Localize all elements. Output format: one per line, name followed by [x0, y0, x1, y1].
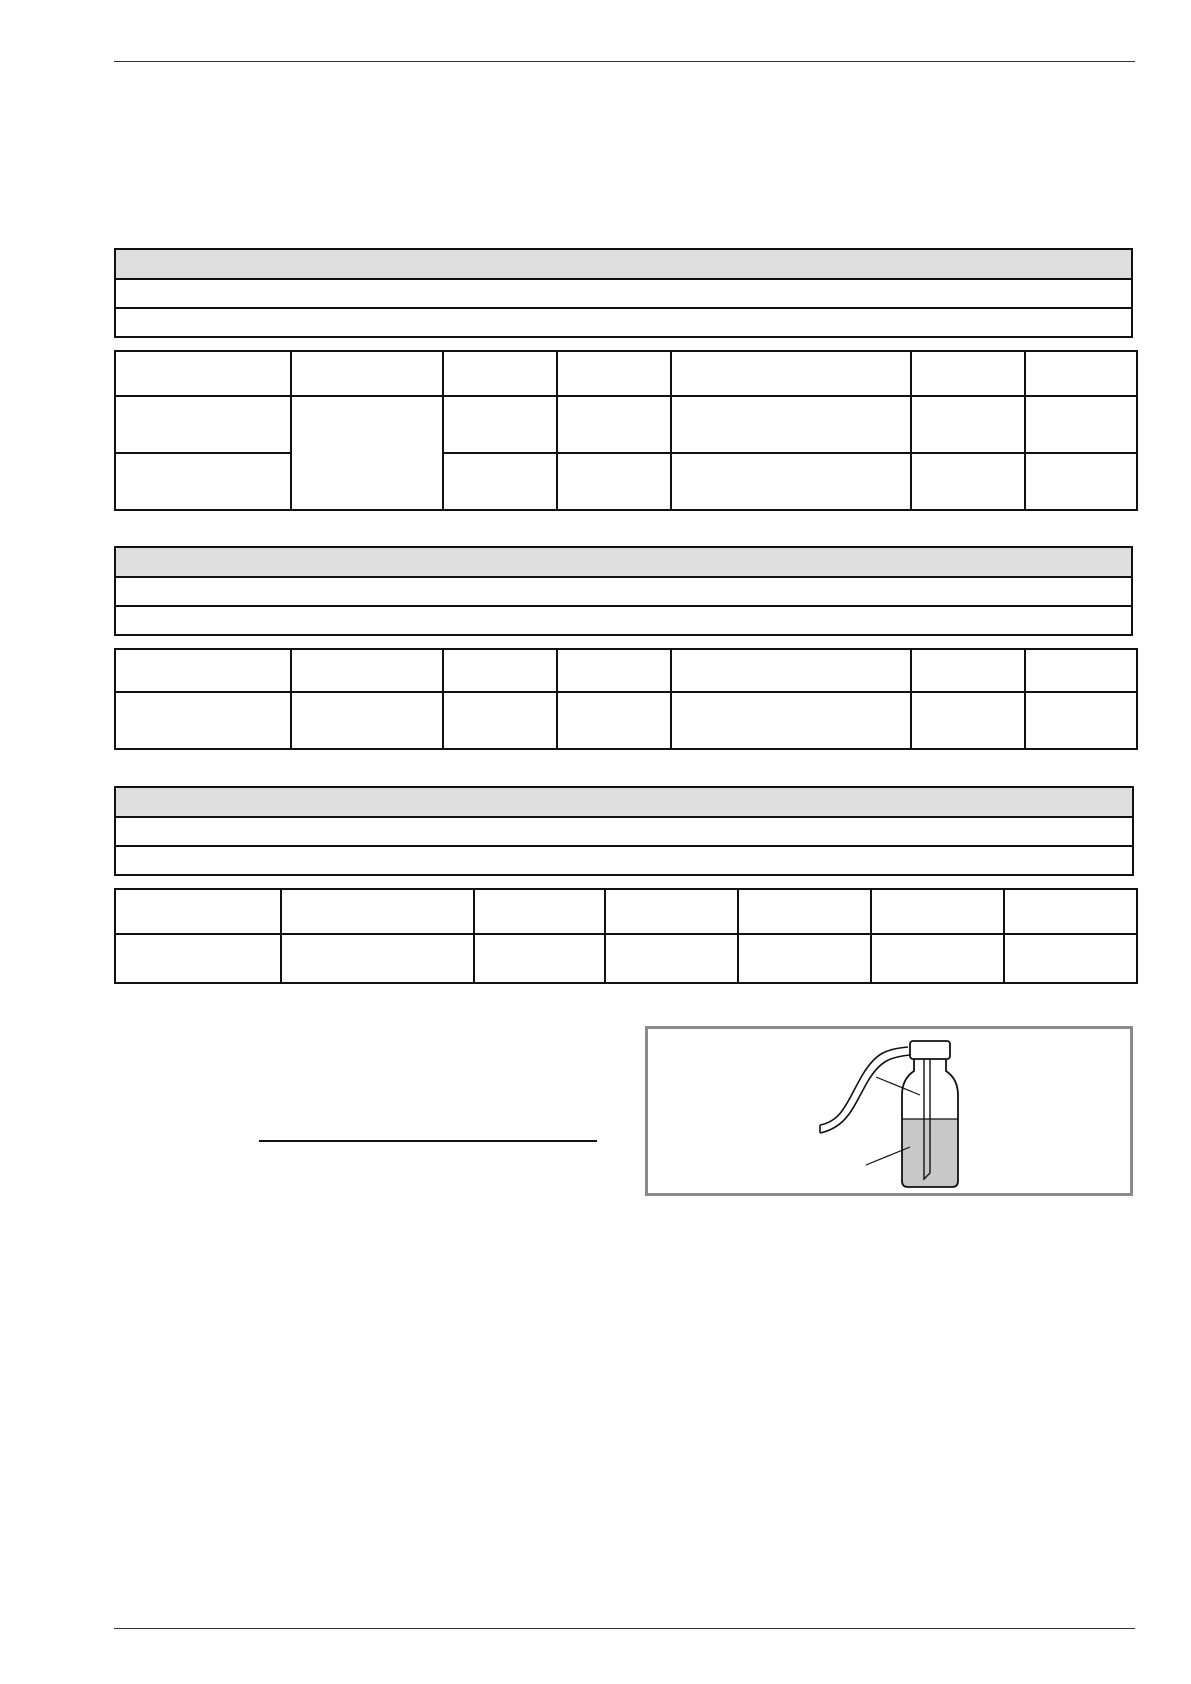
section-2-row-2: [116, 607, 1131, 634]
section-3-table: [114, 888, 1138, 984]
table-cell: [115, 396, 291, 453]
table-cell: [474, 934, 605, 983]
table-header-cell: [1004, 889, 1137, 934]
section-1-title: [116, 250, 1131, 280]
table-header-cell: [671, 351, 911, 396]
table-cell: [291, 692, 443, 749]
table-header-cell: [115, 649, 291, 692]
table-cell: [671, 692, 911, 749]
table-header-cell: [443, 649, 557, 692]
table-header-cell: [557, 649, 671, 692]
table-header-row: [115, 649, 1137, 692]
table-header-cell: [605, 889, 738, 934]
table-header-cell: [871, 889, 1004, 934]
wash-bottle-illustration: [648, 1029, 1130, 1193]
table-header-row: [115, 889, 1137, 934]
table-cell: [443, 453, 557, 510]
section-1-row-1: [116, 280, 1131, 309]
footer-rule: [114, 1628, 1135, 1629]
section-3-title: [116, 788, 1132, 818]
table-header-cell: [1025, 351, 1137, 396]
section-2-row-1: [116, 578, 1131, 607]
section-3-row-2: [116, 847, 1132, 874]
table-cell: [671, 396, 911, 453]
table-header-cell: [443, 351, 557, 396]
table-cell: [443, 396, 557, 453]
table-header-cell: [474, 889, 605, 934]
table-cell: [738, 934, 871, 983]
table-header-cell: [911, 649, 1025, 692]
leader-line-tube: [876, 1077, 920, 1095]
table-cell: [115, 692, 291, 749]
table-cell: [1025, 453, 1137, 510]
signature-line: [259, 1140, 597, 1142]
table-header-cell: [115, 889, 281, 934]
header-rule: [114, 61, 1135, 62]
table-cell: [557, 396, 671, 453]
table-cell: [671, 453, 911, 510]
table-cell: [911, 396, 1025, 453]
table-header-cell: [291, 649, 443, 692]
table-row: [115, 934, 1137, 983]
table-header-row: [115, 351, 1137, 396]
bottle-cap: [910, 1041, 950, 1059]
table-cell: [911, 453, 1025, 510]
table-cell: [443, 692, 557, 749]
table-cell: [557, 453, 671, 510]
section-2-header-block: [114, 546, 1133, 636]
section-3-header-block: [114, 786, 1134, 876]
table-header-cell: [1025, 649, 1137, 692]
table-cell: [115, 934, 281, 983]
tube-inner-line: [820, 1055, 910, 1133]
section-2-table: [114, 648, 1138, 750]
tube-outer-line: [820, 1047, 908, 1125]
table-row: [115, 692, 1137, 749]
table-cell: [281, 934, 474, 983]
table-cell-merged: [291, 396, 443, 510]
table-cell: [871, 934, 1004, 983]
table-cell: [115, 453, 291, 510]
table-header-cell: [738, 889, 871, 934]
section-1-row-2: [116, 309, 1131, 336]
table-cell: [557, 692, 671, 749]
section-3-row-1: [116, 818, 1132, 847]
figure-box: [645, 1026, 1133, 1196]
table-row: [115, 453, 1137, 510]
table-cell: [1004, 934, 1137, 983]
table-cell: [1025, 396, 1137, 453]
table-cell: [1025, 692, 1137, 749]
table-cell: [911, 692, 1025, 749]
section-1-table: [114, 350, 1138, 511]
section-2-title: [116, 548, 1131, 578]
table-header-cell: [291, 351, 443, 396]
table-header-cell: [557, 351, 671, 396]
table-row: [115, 396, 1137, 453]
table-header-cell: [115, 351, 291, 396]
table-header-cell: [281, 889, 474, 934]
table-header-cell: [911, 351, 1025, 396]
table-cell: [605, 934, 738, 983]
table-header-cell: [671, 649, 911, 692]
section-1-header-block: [114, 248, 1133, 338]
